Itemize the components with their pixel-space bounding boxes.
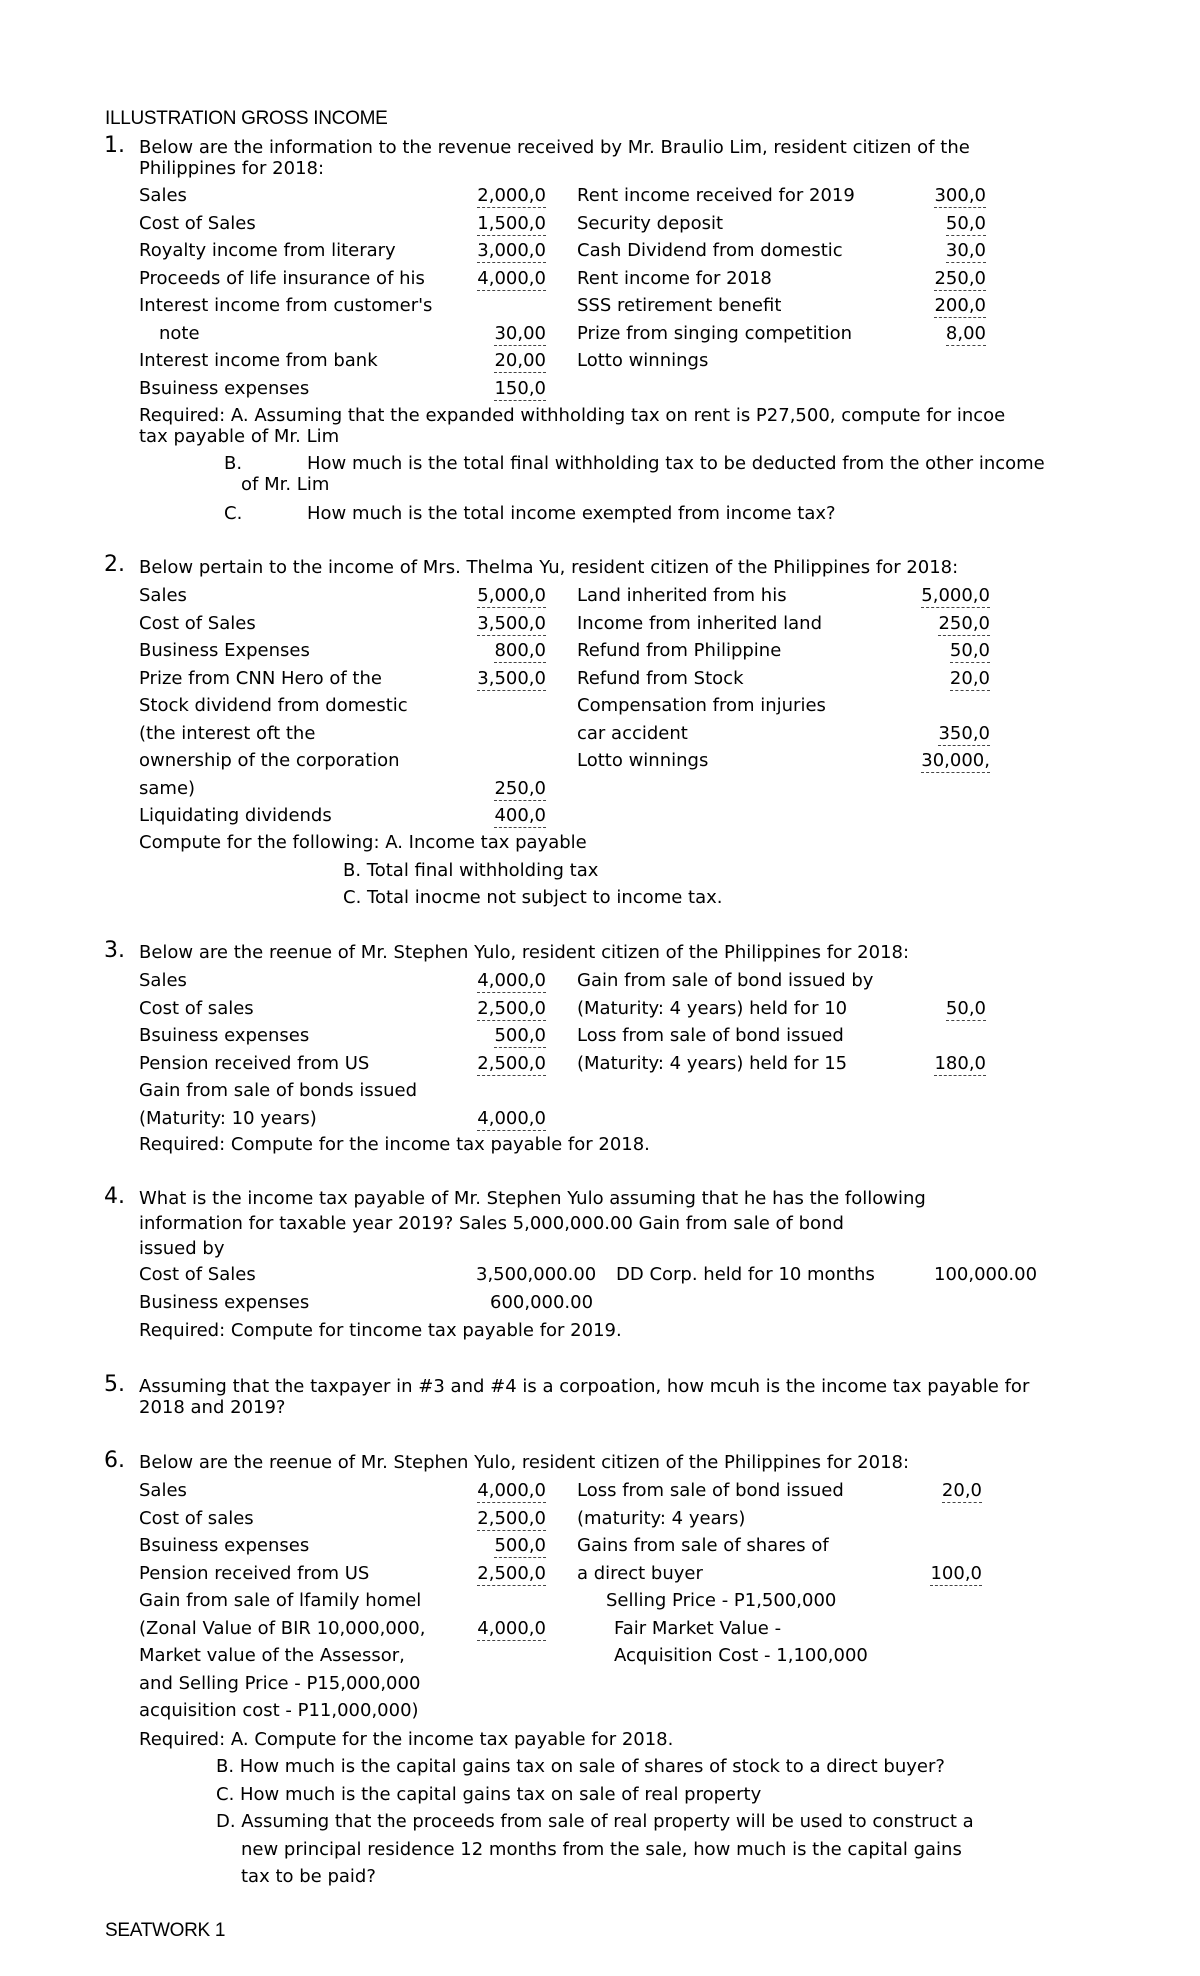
p6-right-label: a direct buyer (577, 1563, 703, 1584)
problem-1-required-c: How much is the total income exempted from income tax? (307, 503, 836, 524)
p1-left-value: 150,0 (494, 378, 546, 399)
problem-6-required-c: C. How much is the capital gains tax on sale of real property (216, 1784, 762, 1805)
p2-right-label: Refund from Stock (577, 668, 744, 689)
problem-1-required-a: Required: A. Assuming that the expanded withholding tax on rent is P27,500, compute for incoe (139, 405, 1006, 426)
p6-left-label: Sales (139, 1480, 187, 1501)
p6-left-label: acquisition cost - P11,000,000) (139, 1700, 419, 1721)
p1-left-value: 30,00 (494, 323, 546, 344)
problem-4-gain-label: DD Corp. held for 10 months (616, 1264, 875, 1285)
p2-left-value: 3,500,0 (477, 668, 546, 689)
problem-4-expenses-value: 600,000.00 (490, 1292, 594, 1313)
p6-left-label: Cost of sales (139, 1508, 254, 1529)
p2-right-label: car accident (577, 723, 688, 744)
p1-right-label: Prize from singing competition (577, 323, 853, 344)
problem-4-required: Required: Compute for tincome tax payable for 2019. (139, 1320, 622, 1341)
p1-right-label: Cash Dividend from domestic (577, 240, 843, 261)
p6-right-label: Loss from sale of bond issued (577, 1480, 844, 1501)
p2-left-label: same) (139, 778, 196, 799)
p1-right-label: Rent income received for 2019 (577, 185, 855, 206)
p1-left-label: Cost of Sales (139, 213, 256, 234)
p2-right-label: Lotto winnings (577, 750, 709, 771)
p2-left-label: ownership of the corporation (139, 750, 400, 771)
p6-right-value: 20,0 (941, 1480, 982, 1501)
p1-right-value: 250,0 (934, 268, 986, 289)
problem-5-text: Assuming that the taxpayer in #3 and #4 is a corpoation, how mcuh is the income tax payable for (139, 1376, 1030, 1397)
p6-left-label: Market value of the Assessor, (139, 1645, 405, 1666)
p6-right-label: Fair Market Value - (614, 1618, 782, 1639)
p1-left-label: Interest income from bank (139, 350, 378, 371)
p6-right-label: Acquisition Cost - 1,100,000 (614, 1645, 868, 1666)
p1-left-label: Proceeds of life insurance of his (139, 268, 425, 289)
p3-left-label: Bsuiness expenses (139, 1025, 310, 1046)
problem-2-required-b: B. Total final withholding tax (343, 860, 599, 881)
problem-2-required: Compute for the following: A. Income tax payable (139, 832, 587, 853)
p2-left-value: 250,0 (494, 778, 546, 799)
problem-1-required-b-letter: B. (224, 453, 243, 474)
problem-4-cost-label: Cost of Sales (139, 1264, 256, 1285)
p3-right-value: 180,0 (934, 1053, 986, 1074)
problem-3-number: 3. (104, 938, 125, 963)
p2-right-label: Land inherited from his (577, 585, 787, 606)
problem-1-number: 1. (104, 133, 125, 158)
p2-left-value: 400,0 (494, 805, 546, 826)
p6-left-label: Bsuiness expenses (139, 1535, 310, 1556)
problem-6-number: 6. (104, 1448, 125, 1473)
problem-6-required-a: Required: A. Compute for the income tax payable for 2018. (139, 1729, 674, 1750)
page-title: ILLUSTRATION GROSS INCOME (105, 108, 388, 129)
problem-2-intro: Below pertain to the income of Mrs. Thelma Yu, resident citizen of the Philippines for 2018: (139, 557, 959, 578)
p2-left-label: Cost of Sales (139, 613, 256, 634)
p2-right-value: 350,0 (938, 723, 990, 744)
problem-4-intro-2: information for taxable year 2019? Sales 5,000,000.00 Gain from sale of bond (139, 1213, 844, 1234)
p1-right-value: 50,0 (945, 213, 986, 234)
p6-left-label: Gain from sale of lfamily homel (139, 1590, 422, 1611)
problem-6-required-d-3: tax to be paid? (241, 1866, 376, 1887)
problem-3-required: Required: Compute for the income tax payable for 2018. (139, 1134, 650, 1155)
p1-left-label: note (159, 323, 200, 344)
p6-left-label: (Zonal Value of BIR 10,000,000, (139, 1618, 426, 1639)
p2-right-label: Compensation from injuries (577, 695, 826, 716)
p1-right-label: Security deposit (577, 213, 724, 234)
p1-left-label: Interest income from customer's (139, 295, 433, 316)
problem-4-intro: What is the income tax payable of Mr. Stephen Yulo assuming that he has the following (139, 1188, 926, 1209)
p6-left-value: 2,500,0 (477, 1508, 546, 1529)
p2-right-value: 30,000, (921, 750, 990, 771)
p1-right-value: 8,00 (945, 323, 986, 344)
p2-left-label: Liquidating dividends (139, 805, 332, 826)
p1-left-label: Sales (139, 185, 187, 206)
p3-left-value: 4,000,0 (477, 1108, 546, 1129)
problem-2-number: 2. (104, 552, 125, 577)
p2-left-value: 5,000,0 (477, 585, 546, 606)
p3-left-label: (Maturity: 10 years) (139, 1108, 317, 1129)
p6-left-value: 500,0 (494, 1535, 546, 1556)
p2-left-label: (the interest oft the (139, 723, 316, 744)
problem-1-intro-2: Philippines for 2018: (139, 158, 325, 179)
p6-left-value: 4,000,0 (477, 1480, 546, 1501)
p3-right-label: Loss from sale of bond issued (577, 1025, 844, 1046)
p2-right-value: 20,0 (949, 668, 990, 689)
p3-left-label: Pension received from US (139, 1053, 370, 1074)
p1-right-value: 30,0 (945, 240, 986, 261)
problem-6-required-b: B. How much is the capital gains tax on sale of shares of stock to a direct buyer? (216, 1756, 945, 1777)
p3-left-value: 2,500,0 (477, 998, 546, 1019)
problem-1-required-a-2: tax payable of Mr. Lim (139, 426, 340, 447)
p2-right-label: Income from inherited land (577, 613, 823, 634)
problem-4-cost-value: 3,500,000.00 (476, 1264, 597, 1285)
problem-3-intro: Below are the reenue of Mr. Stephen Yulo, resident citizen of the Philippines for 2018: (139, 942, 910, 963)
p1-left-value: 3,000,0 (477, 240, 546, 261)
problem-1-required-b-2: of Mr. Lim (241, 474, 330, 495)
p1-right-label: SSS retirement benefit (577, 295, 782, 316)
p2-left-label: Prize from CNN Hero of the (139, 668, 382, 689)
p1-left-value: 2,000,0 (477, 185, 546, 206)
p3-right-label: Gain from sale of bond issued by (577, 970, 874, 991)
p2-right-value: 5,000,0 (921, 585, 990, 606)
problem-4-gain-value: 100,000.00 (934, 1264, 1038, 1285)
problem-1-required-c-letter: C. (224, 503, 243, 524)
p3-left-value: 2,500,0 (477, 1053, 546, 1074)
problem-6-required-d-2: new principal residence 12 months from the sale, how much is the capital gains (241, 1839, 962, 1860)
p1-left-value: 20,00 (494, 350, 546, 371)
p6-right-value: 100,0 (930, 1563, 982, 1584)
p2-left-label: Sales (139, 585, 187, 606)
p3-left-label: Cost of sales (139, 998, 254, 1019)
p3-left-label: Sales (139, 970, 187, 991)
p1-left-label: Royalty income from literary (139, 240, 396, 261)
problem-6-intro: Below are the reenue of Mr. Stephen Yulo, resident citizen of the Philippines for 2018: (139, 1452, 910, 1473)
p2-left-label: Stock dividend from domestic (139, 695, 408, 716)
p1-right-label: Rent income for 2018 (577, 268, 772, 289)
p2-left-label: Business Expenses (139, 640, 310, 661)
problem-5-text-2: 2018 and 2019? (139, 1397, 286, 1418)
p2-left-value: 800,0 (494, 640, 546, 661)
p6-right-label: Selling Price - P1,500,000 (606, 1590, 837, 1611)
p6-right-label: (maturity: 4 years) (577, 1508, 746, 1529)
problem-2-required-c: C. Total inocme not subject to income tax. (343, 887, 723, 908)
footer-label: SEATWORK 1 (105, 1920, 226, 1941)
p2-right-value: 250,0 (938, 613, 990, 634)
p1-left-value: 1,500,0 (477, 213, 546, 234)
problem-1-intro: Below are the information to the revenue received by Mr. Braulio Lim, resident citizen of the (139, 137, 970, 158)
p1-left-label: Bsuiness expenses (139, 378, 310, 399)
p1-right-value: 300,0 (934, 185, 986, 206)
p1-right-value: 200,0 (934, 295, 986, 316)
p3-left-label: Gain from sale of bonds issued (139, 1080, 418, 1101)
p3-right-label: (Maturity: 4 years) held for 15 (577, 1053, 848, 1074)
p1-left-value: 4,000,0 (477, 268, 546, 289)
p6-left-value: 2,500,0 (477, 1563, 546, 1584)
p6-right-label: Gains from sale of shares of (577, 1535, 829, 1556)
p6-left-value: 4,000,0 (477, 1618, 546, 1639)
p3-left-value: 500,0 (494, 1025, 546, 1046)
p6-left-label: Pension received from US (139, 1563, 370, 1584)
p3-left-value: 4,000,0 (477, 970, 546, 991)
problem-1-required-b: How much is the total final withholding tax to be deducted from the other income (307, 453, 1045, 474)
problem-4-number: 4. (104, 1184, 125, 1209)
problem-5-number: 5. (104, 1372, 125, 1397)
problem-4-intro-3: issued by (139, 1238, 225, 1259)
p2-right-label: Refund from Philippine (577, 640, 782, 661)
p1-right-label: Lotto winnings (577, 350, 709, 371)
p3-right-label: (Maturity: 4 years) held for 10 (577, 998, 848, 1019)
p2-right-value: 50,0 (949, 640, 990, 661)
p2-left-value: 3,500,0 (477, 613, 546, 634)
problem-4-expenses-label: Business expenses (139, 1292, 310, 1313)
problem-6-required-d: D. Assuming that the proceeds from sale of real property will be used to construct a (216, 1811, 974, 1832)
p6-left-label: and Selling Price - P15,000,000 (139, 1673, 421, 1694)
p3-right-value: 50,0 (945, 998, 986, 1019)
